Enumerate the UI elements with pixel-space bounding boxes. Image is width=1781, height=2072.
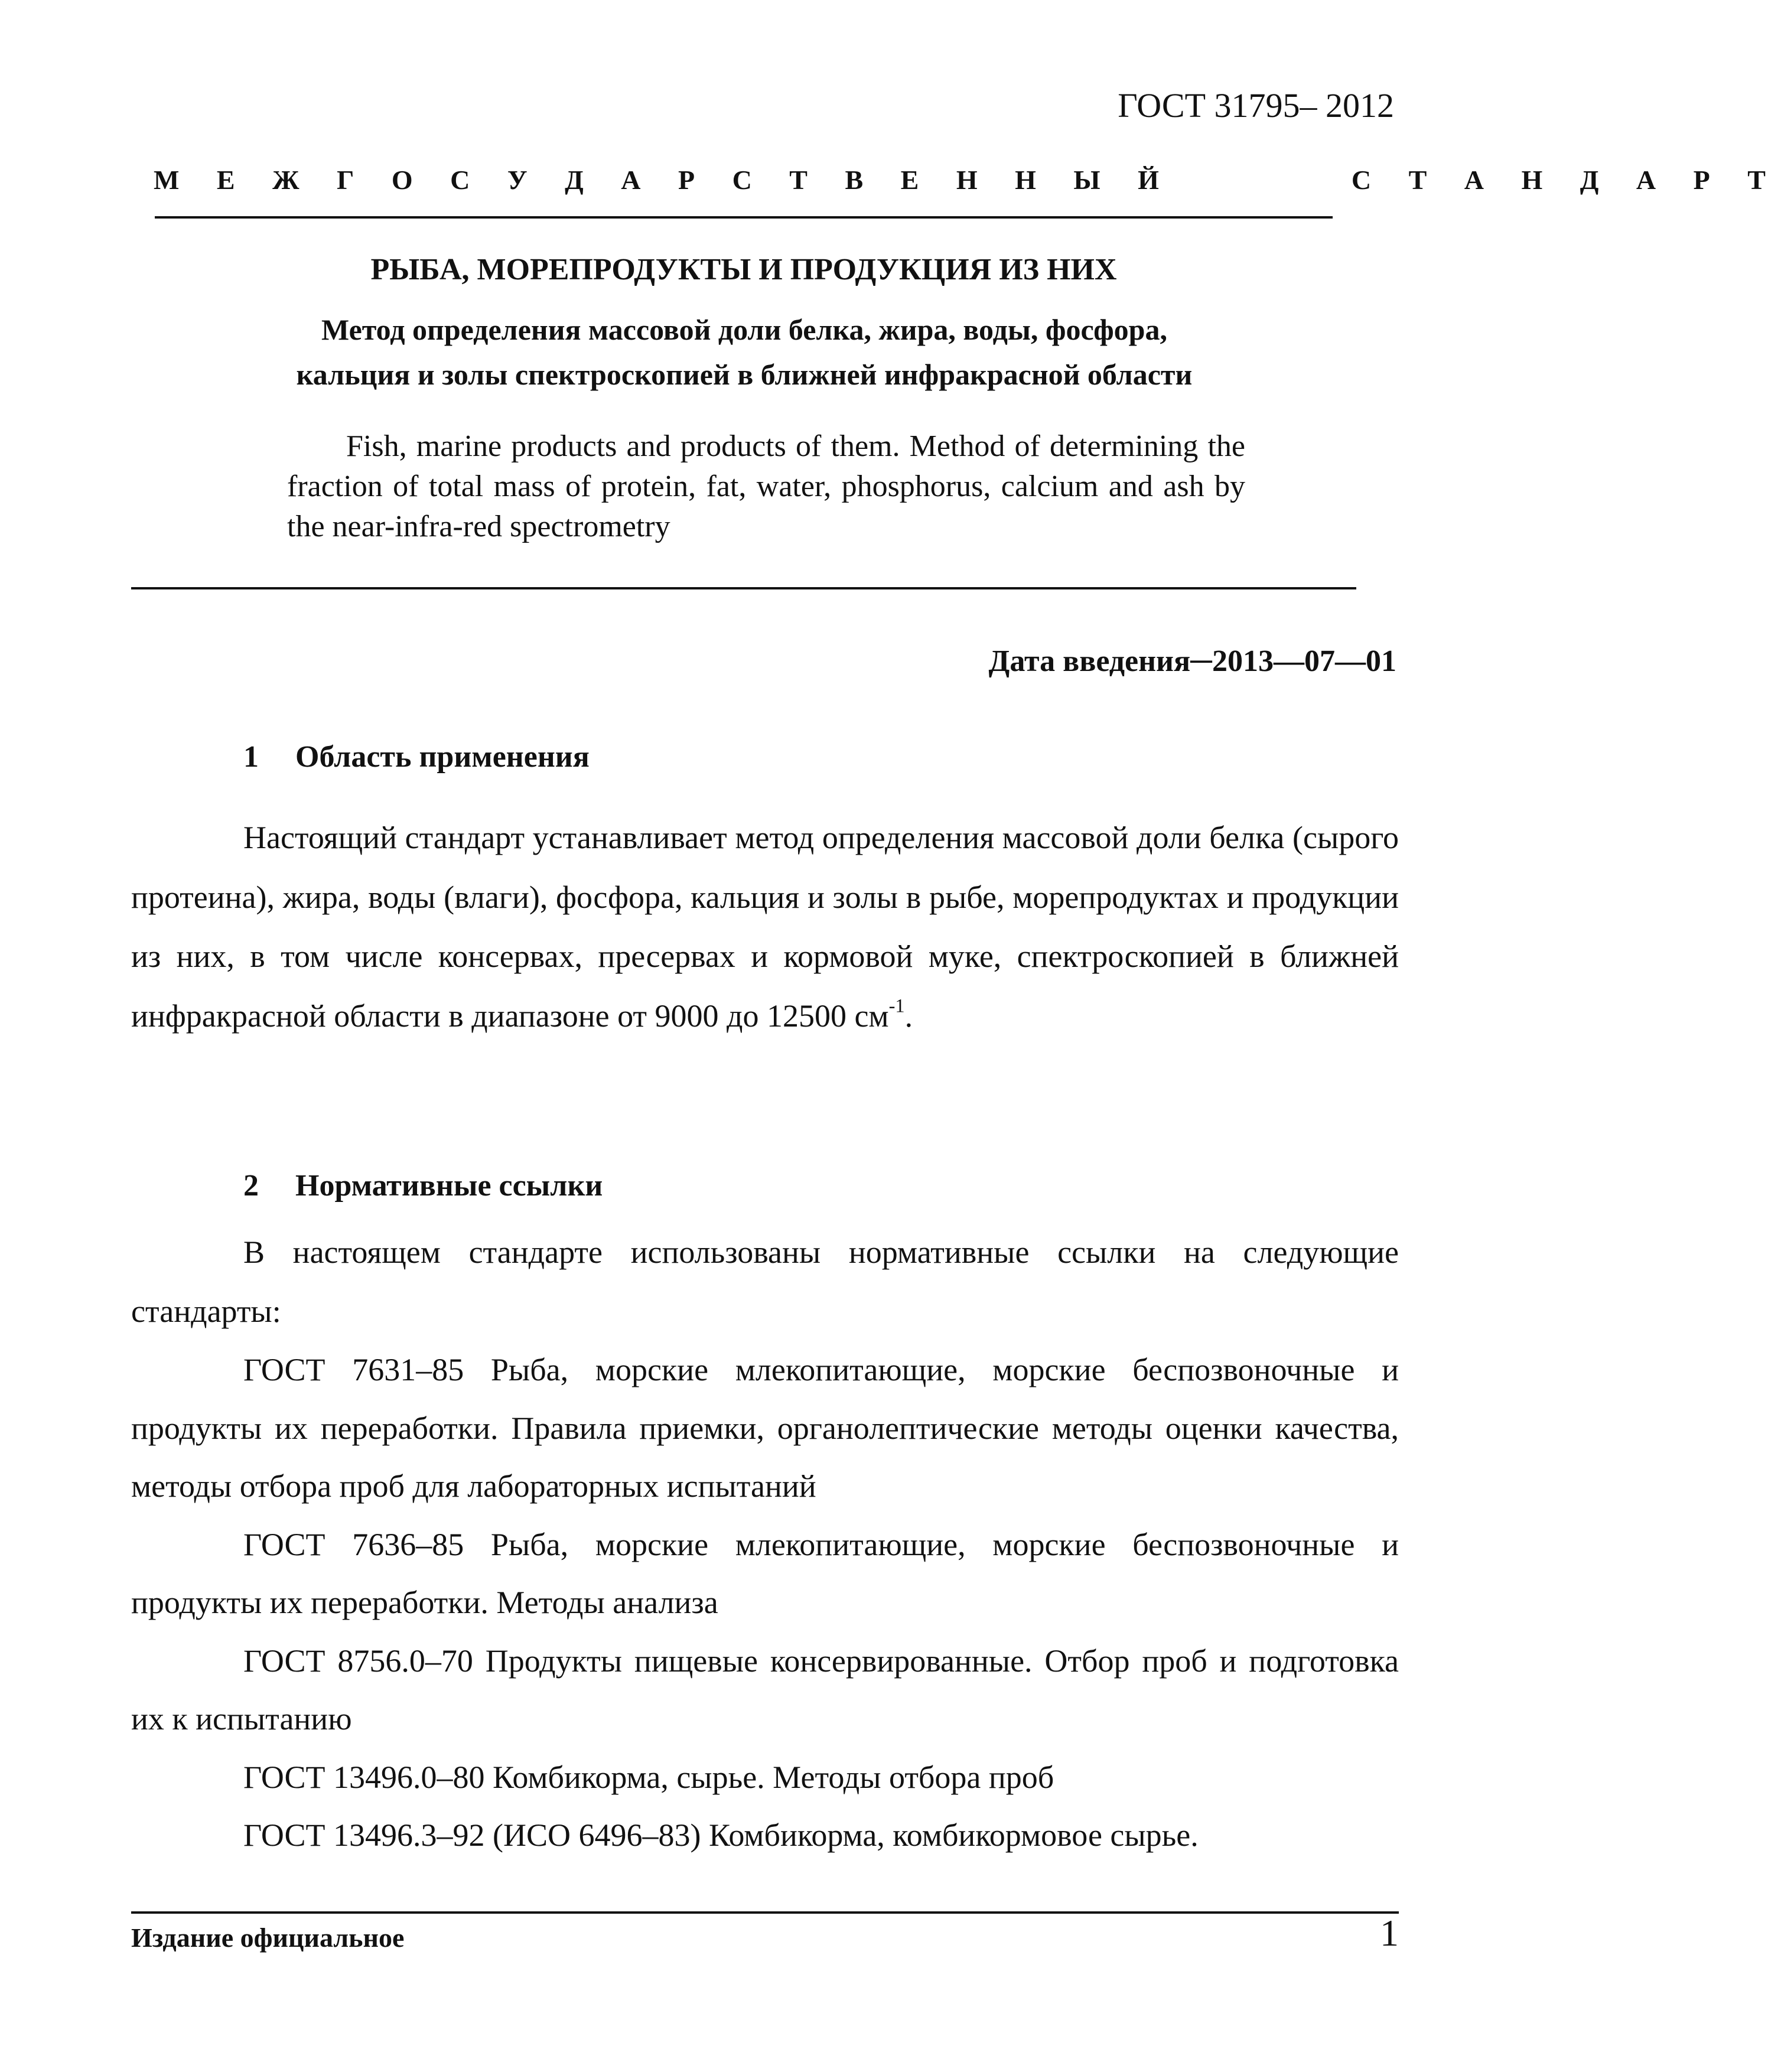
section-1-paragraph [131, 808, 1399, 1045]
introduction-date: Дата введения─2013—07—01 [988, 644, 1396, 678]
section-1-superscript: -1 [888, 995, 905, 1017]
section-1-title: Область применения [295, 740, 590, 774]
reference-item: ГОСТ 8756.0–70 Продукты пищевые консервированные. Отбор проб и подготовка их к испытанию [131, 1643, 1399, 1737]
document-title: РЫБА, МОРЕПРОДУКТЫ И ПРОДУКЦИЯ ИЗ НИХ [370, 253, 1117, 286]
references-list [131, 1341, 1399, 1865]
reference-item: ГОСТ 7631–85 Рыба, морские млекопитающие, морские беспозвоночные и продукты их переработки. Правила приемки, органолептические методы оценки качества, методы отбора проб для лабораторных испытаний [131, 1352, 1399, 1504]
english-title [287, 426, 1245, 547]
section-2-heading [243, 1168, 603, 1203]
top-divider [155, 216, 1333, 219]
subtitle-line-1: Метод определения массовой доли белка, жира, воды, фосфора, [321, 313, 1167, 346]
reference-item: ГОСТ 7636–85 Рыба, морские млекопитающие, морские беспозвоночные и продукты их переработки. Методы анализа [131, 1526, 1399, 1620]
section-2-number: 2 [243, 1169, 259, 1203]
english-title-text: Fish, marine products and products of them. Method of determining the fraction of total mass of protein, fat, water, phosphorus, calcium and ash by the near-infra-red spectrometry [287, 429, 1245, 543]
page-number: 1 [1380, 1912, 1399, 1954]
edition-label: Издание официальное [131, 1923, 405, 1953]
section-2-title: Нормативные ссылки [295, 1169, 603, 1203]
document-subtitle [177, 307, 1311, 397]
document-code: ГОСТ 31795– 2012 [1118, 86, 1394, 125]
subtitle-line-2: кальция и золы спектроскопией в ближней инфракрасной области [296, 358, 1193, 391]
section-1-number: 1 [243, 740, 259, 774]
reference-item: ГОСТ 13496.3–92 (ИСО 6496–83) Комбикорма, комбикормовое сырье. [243, 1817, 1199, 1853]
reference-item: ГОСТ 13496.0–80 Комбикорма, сырье. Методы отбора проб [243, 1759, 1054, 1795]
middle-divider [131, 587, 1356, 589]
section-1-text: Настоящий стандарт устанавливает метод определения массовой доли белка (сырого протеина), жира, воды (влаги), фосфора, кальция и золы в рыбе, морепродуктах и продукции из них, в том числе консервах, пресервах и кормовой муке, спектроскопией в ближней инфракрасной области в диапазоне от 9000 до 12500 см [131, 820, 1399, 1034]
standard-type-heading: М Е Ж Г О С У Д А Р С Т В Е Н Н Ы Й С Т А Н Д А Р Т [154, 165, 1781, 195]
section-1-text-end: . [904, 998, 913, 1034]
footer-divider [131, 1911, 1399, 1914]
section-2-paragraph: В настоящем стандарте использованы нормативные ссылки на следующие стандарты: [131, 1234, 1399, 1329]
section-1-heading [243, 739, 590, 774]
